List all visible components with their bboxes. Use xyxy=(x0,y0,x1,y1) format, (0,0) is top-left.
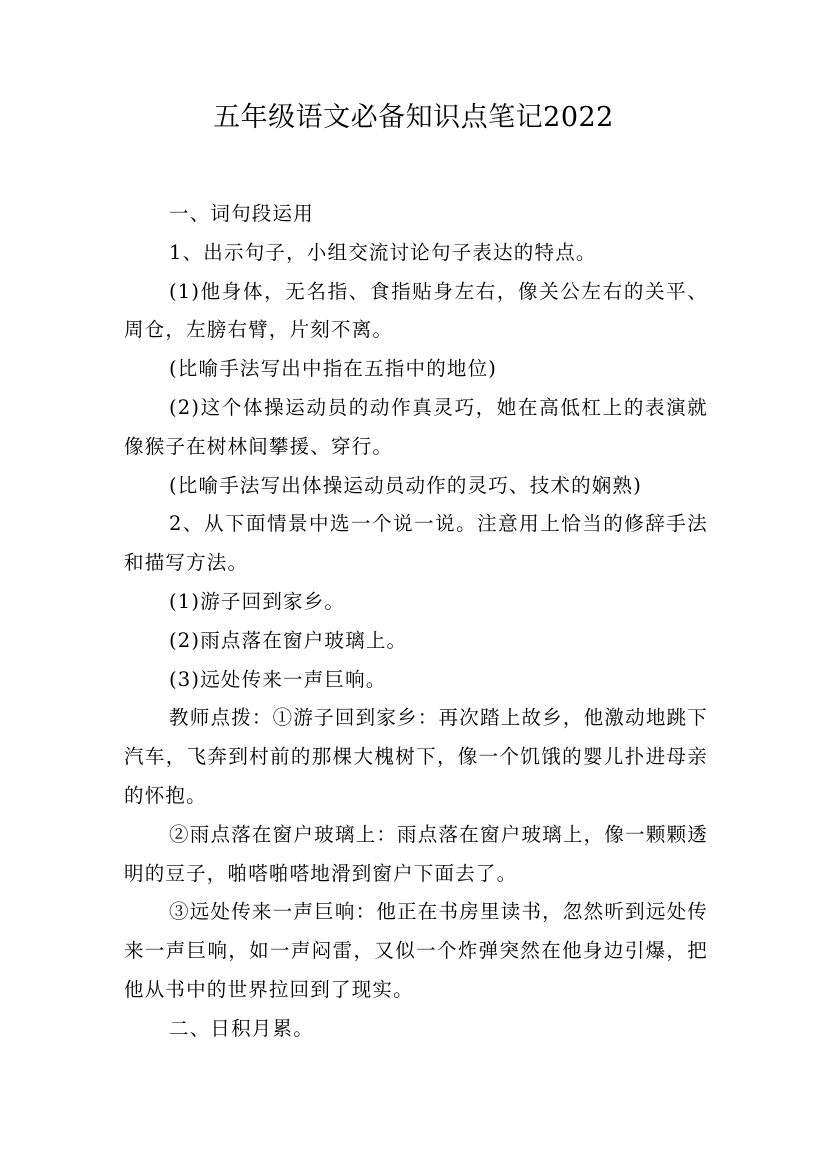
paragraph: (2)雨点落在窗户玻璃上。 xyxy=(169,628,408,652)
paragraph: (1)他身体，无名指、食指贴身左右，像关公左右的关平、周仓，左膀右臂，片刻不离。 xyxy=(124,279,708,342)
paragraph: 1、出示句子，小组交流讨论句子表达的特点。 xyxy=(169,240,597,264)
paragraph: 教师点拨：①游子回到家乡：再次踏上故乡，他激动地跳下汽车，飞奔到村前的那棵大槐树下，像一个饥饿的婴儿扑进母亲的怀抱。 xyxy=(124,706,708,807)
paragraph: ③远处传来一声巨响：他正在书房里读书，忽然听到远处传来一声巨响，如一声闷雷，又似一个炸弹突然在他身边引爆，把他从书中的世界拉回到了现实。 xyxy=(124,900,708,1001)
document-body xyxy=(124,195,708,1049)
paragraph: 2、从下面情景中选一个说一说。注意用上恰当的修辞手法和描写方法。 xyxy=(124,512,708,575)
heading-section-1: 一、词句段运用 xyxy=(169,202,314,225)
paragraph: (3)远处传来一声巨响。 xyxy=(169,667,387,691)
paragraph: (比喻手法写出体操运动员动作的灵巧、技术的娴熟) xyxy=(169,473,643,497)
paragraph: ②雨点落在窗户玻璃上：雨点落在窗户玻璃上，像一颗颗透明的豆子，啪嗒啪嗒地滑到窗户下面去了。 xyxy=(124,822,708,885)
paragraph: (2)这个体操运动员的动作真灵巧，她在高低杠上的表演就像猴子在树林间攀援、穿行。 xyxy=(124,395,708,458)
document-title: 五年级语文必备知识点笔记2022 xyxy=(213,102,614,133)
heading-section-2: 二、日积月累。 xyxy=(169,1016,314,1040)
paragraph: (1)游子回到家乡。 xyxy=(169,589,346,613)
paragraph: (比喻手法写出中指在五指中的地位) xyxy=(169,357,498,381)
